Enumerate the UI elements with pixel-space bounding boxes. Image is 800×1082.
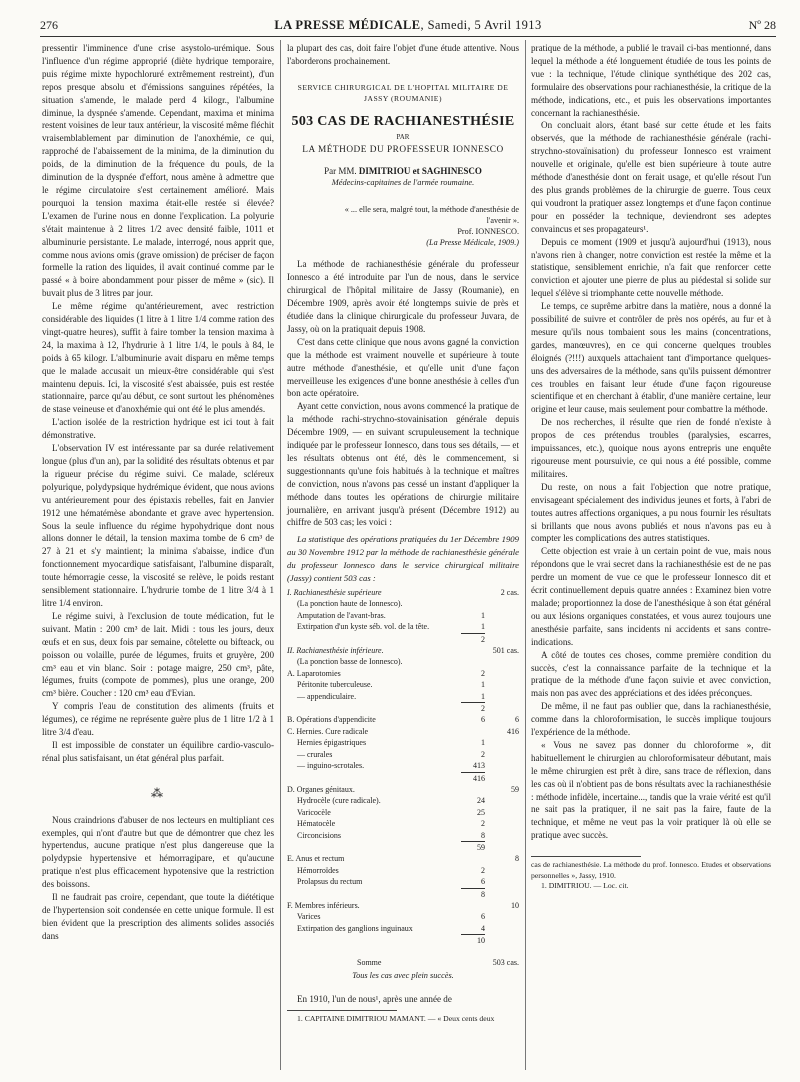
statistics-subcount: 6 bbox=[461, 876, 485, 888]
statistics-row bbox=[287, 633, 519, 645]
statistics-label: Hématocèle bbox=[297, 819, 336, 829]
statistics-subcount: 6 bbox=[481, 715, 485, 725]
column-separator bbox=[525, 40, 526, 1070]
statistics-row bbox=[287, 645, 519, 656]
page-header bbox=[40, 16, 776, 37]
paragraph: Le régime suivi, à l'exclusion de toute médication, fut le suivant. Matin : 200 cm³ de lait. Midi : tous les jours, deux œufs et en sus, deux fois par semaine, côtelette ou bifteack, ou poisson ou volaille, purée de légumes, fruits et gruyère, 200 cm³ eau et vin blanc. Soir : potage maigre, 250 cm³, pâte, légumes, fruits (compote de pommes), plus une orange, 200 cm³ bière. Coucher : 120 cm³ eau d'Evian. bbox=[42, 610, 274, 699]
paragraph: L'action isolée de la restriction hydrique est ici tout à fait démonstrative. bbox=[42, 417, 274, 441]
total-label: Somme bbox=[357, 957, 382, 967]
statistics-count bbox=[485, 703, 519, 715]
statistics-label: Hydrocèle (cure radicale). bbox=[297, 796, 381, 806]
article-title-par: PAR bbox=[396, 132, 410, 141]
paragraph: Y compris l'eau de constitution des aliments (fruits et légumes), ce régime ne représente guère plus de 1 litre 1/2 à 1 litre 3/4 d'eau. bbox=[42, 701, 274, 738]
statistics-label bbox=[287, 888, 461, 900]
footnote: 1. DIMITRIOU. — Loc. cit. bbox=[541, 881, 629, 891]
statistics-subcount bbox=[461, 587, 485, 598]
statistics-subcount: 1 bbox=[481, 610, 485, 620]
statistics-label: Hémorroïdes bbox=[297, 865, 339, 875]
statistics-total bbox=[287, 957, 519, 968]
footnote-rule bbox=[287, 1010, 397, 1011]
statistics-subcount: 1 bbox=[461, 691, 485, 703]
statistics-table bbox=[287, 587, 519, 947]
statistics-label: Prolapsus du rectum bbox=[297, 877, 363, 887]
statistics-row bbox=[287, 749, 519, 760]
statistics-subcount: 2 bbox=[481, 749, 485, 759]
statistics-row bbox=[287, 853, 519, 864]
statistics-subcount: 8 bbox=[481, 889, 485, 899]
statistics-count bbox=[485, 911, 519, 922]
statistics-row bbox=[287, 784, 519, 795]
statistics-count bbox=[485, 830, 519, 842]
statistics-count: 8 bbox=[515, 854, 519, 864]
paragraph: pressentir l'imminence d'une crise asystolo-urémique. Sous l'influence d'un régime approprié (diète hydrique temporaire, puis régime mixte hypochloruré extrêmement restreint), d'un repos presque absolu et d'émissions sanguines répétées, la situation s'amende, le malade perd 4 kilogr., l'albumine diminue, la dyspnée s'amende. Cependant, maxima et minima restent voisines de leur taux antérieur, la viscosité même fléchit vraisemblablement par diminution de l'anoxhémie, ce qui, rapproché de l'abaissement de la minima, de la diminution du poids, de la diminution de la fréquence du pouls, de la diminution de la dyspnée d'effort, nous amène à admettre que le régime circulatoire s'est certainement amélioré. Mais pourquoi la tension maxima était-elle restée si élevée? L'examen de l'urine nous en donne l'explication. La polyurie s'était maintenue à 2 litres 1/2 avec densité faible, 1011 et albuminurie persistante. Le malade, interrogé, nous apprit que, comme nous avions omis (grave omission) de préciser de façon formelle la ration des liquides, il avait continué comme par le passé « à boire abondamment pour pisser de même » (sic). Il buvait plus de 3 litres par jour. bbox=[42, 43, 274, 299]
issue-number: Nº 28 bbox=[748, 18, 776, 32]
paragraph: Nous craindrions d'abuser de nos lecteurs en multipliant ces exemples, qui n'ont d'autre but que de démontrer que chez les hypertendus, aucune pratique n'est plus dangereuse que la polydypsie hypertensive et hémorragipare, et qu'aucune pratique n'est plus efficacement hypotensive que la restriction des boissons. bbox=[42, 814, 274, 890]
statistics-label: Hernies épigastriques bbox=[297, 738, 367, 748]
statistics-subcount: 2 bbox=[481, 704, 485, 714]
statistics-count bbox=[485, 668, 519, 679]
statistics-subcount: 1 bbox=[481, 738, 485, 748]
statistics-row bbox=[287, 691, 519, 703]
paragraph: En 1910, l'un de nous¹, après une année de bbox=[297, 993, 452, 1004]
statistics-row bbox=[287, 679, 519, 690]
paragraph: pratique de la méthode, a publié le travail ci-bas mentionné, dans lequel la méthode a été longuement étudiée de tous les points de vue : la technique, l'étude clinique synthétique des 202 cas, formulaire des observations pour rachianesthésie, la critique de la méthode, indications, etc., et puis les observations importantes concernant la rachianesthésie. bbox=[531, 43, 771, 118]
authors-names: DIMITRIOU et SAGHINESCO bbox=[358, 165, 482, 176]
paragraph: C'est dans cette clinique que nous avons gagné la conviction que la méthode est vraiment nouvelle et supérieure à toute autre méthode d'anesthésie, et qu'elle unit d'une façon merveilleuse les exigences d'une bonne anesthésie à celles d'un bon acte opératoire. bbox=[287, 336, 519, 399]
statistics-row bbox=[287, 900, 519, 911]
statistics-row bbox=[287, 830, 519, 842]
statistics-label: Amputation de l'avant-bras. bbox=[297, 610, 386, 620]
statistics-row bbox=[287, 610, 519, 621]
statistics-label: B. Opérations d'appendicite bbox=[287, 715, 376, 725]
column-1 bbox=[42, 42, 274, 943]
statistics-row bbox=[287, 841, 519, 853]
statistics-row bbox=[287, 760, 519, 772]
statistics-subcount bbox=[461, 598, 485, 609]
statistics-label: (La ponction haute de Ionnesco). bbox=[297, 599, 403, 609]
column-separator bbox=[280, 40, 281, 1070]
statistics-count bbox=[485, 888, 519, 900]
paragraph: On concluait alors, étant basé sur cette étude et les faits observés, que la méthode de rachianesthésie générale (rachi-strychno-stovaïnisation) du professeur Ionnesco est vraiment nouvelle et originale, qu'elle est bien supérieure à toute autre méthode d'anesthésie dont on ferait usage, et qu'elle résout l'un des plus grands problèmes de la chirurgie de guerre. Tous ceux qui voudront la pratiquer assez longtemps et d'une façon continue pour en posséder la technique, deviendront ses adeptes convaincus et ses propagateurs¹. bbox=[531, 120, 771, 234]
statistics-row bbox=[287, 795, 519, 806]
service-heading: SERVICE CHIRURGICAL DE L'HOPITAL MILITAIRE DE JASSY (ROUMANIE) bbox=[297, 82, 509, 103]
statistics-row bbox=[287, 865, 519, 876]
paragraph: L'observation IV est intéressante par sa durée relativement longue (plus d'un an), par la solidité des résultats obtenus et par la rigueur précise du régime suivi. Ce malade, scléreux polyurique, polydypsique hydrémique évident, que nous avions vu antérieurement pour des épistaxis rebelles, fait en Janvier 1912 une hématémèse abondante et grave avec hypertension. Sous la seule influence du régime hypohydrique dont nous allons donner le détail, la tension maxima tombe de 6 cm³ de 27 à 21 et s'y maintient; la minima s'abaisse, indice d'un fonctionnement myocardique satisfaisant, l'albumine disparaît, toute hémorragie cesse, la viscosité se relève, le poids restant sensiblement stationnaire. L'hydrurie tombe de 1 litre 3/4 à 1 litre 1/4 environ. bbox=[42, 443, 274, 608]
statistics-label: (La ponction basse de Ionnesco). bbox=[297, 657, 403, 667]
statistics-label: — inguino-scrotales. bbox=[297, 761, 365, 771]
column-2 bbox=[287, 42, 519, 1024]
statistics-count: 2 cas. bbox=[500, 588, 519, 597]
paragraph: Le même régime qu'antérieurement, avec restriction considérable des liquides (1 litre à 1 litre 1/4 comme ration des vingt-quatre heures), suffit à faire tomber la tension maxima à 24, la maxima à 12, l'hydrurie à 1 litre 1/4, le pouls à 84, le poids à 65 kilogr. L'albuminurie avait disparu en même temps que le malade accusait un mieux-être considérable qui s'est maintenu depuis. Ici, la viscosité s'est abaissée, puis est restée stationnaire, parce qu'au début, ce sont surtout les phénomènes de stase veineuse et d'anoxhémie qui ont été le plus amendés. bbox=[42, 301, 274, 415]
statistics-row bbox=[287, 911, 519, 922]
section-stars: ⁂ bbox=[151, 785, 165, 800]
paragraph: la plupart des cas, doit faire l'objet d'une étude attentive. Nous l'aborderons prochainement. bbox=[287, 43, 519, 66]
statistics-note: Tous les cas avec plein succès. bbox=[352, 971, 454, 980]
statistics-row bbox=[287, 818, 519, 829]
article-title: 503 CAS DE RACHIANESTHÉSIE bbox=[291, 113, 515, 129]
statistics-row bbox=[287, 587, 519, 598]
statistics-label: Circoncisions bbox=[297, 830, 341, 840]
paragraph: Le temps, ce suprême arbitre dans la matière, nous a donné la possibilité de suivre et contrôler de près nos opérés, au fur et à mesure qu'ils nous tombaient sous les mains (concentrations, gardes, manœuvres), en ce qui concerne quelques troubles éloignés (?!!!) auxquels attachaient tant d'importance quelques-uns des adversaires de la méthode, sans qu'ils puissent démontrer ces troubles en faisant leur étude d'une façon rigoureuse scientifique et en cherchant à établir, d'une manière certaine, leur origine et leur cause, mais seulement pour combattre la méthode. bbox=[531, 301, 771, 415]
statistics-count bbox=[485, 841, 519, 853]
footnote-rule bbox=[531, 856, 641, 857]
authors-affiliation: Médecins-capitaines de l'armée roumaine. bbox=[331, 178, 475, 188]
epigraph bbox=[327, 204, 519, 248]
paragraph: Depuis ce moment (1909 et jusqu'à aujourd'hui (1913), nous n'avons rien à changer, notre conviction est restée la même et la statistique, sensiblement enrichie, n'a fait que renforcer cette conviction et ajouter une pierre de plus au piédestal si solide sur lequel s'élève si triomphante cette nouvelle méthode. bbox=[531, 236, 771, 299]
statistics-subcount: 2 bbox=[481, 865, 485, 875]
statistics-label bbox=[287, 841, 461, 853]
statistics-count bbox=[485, 807, 519, 818]
paragraph: De même, il ne faut pas oublier que, dans la rachianesthésie, comme dans la chloroformisation, le succès implique toujours l'expérience de la méthode. bbox=[531, 701, 771, 738]
statistics-count bbox=[485, 818, 519, 829]
statistics-subcount: 24 bbox=[477, 796, 485, 806]
paragraph: « Vous ne savez pas donner du chloroforme », dit habituellement le chirurgien au chloroformisateur débutant, mais le même chirurgien est prêt à dire, sans trace de réflexion, dans les cas où il n'obtient pas de bons résultats avec la rachianesthésie : méthode infidèle, incertaine..., tandis que la vraie vérité est qu'il ne sait pas la pratiquer, il ne sait pas la faire, faute de la technique, et même ne veut pas la voir pratiquer là où elle se pratique avec succès. bbox=[531, 739, 771, 841]
statistics-subcount: 6 bbox=[481, 912, 485, 922]
article-subtitle: LA MÉTHODE DU PROFESSEUR IONNESCO bbox=[302, 144, 504, 155]
statistics-count bbox=[485, 772, 519, 784]
statistics-label: — crurales bbox=[297, 749, 333, 759]
statistics-label: Varices bbox=[297, 912, 321, 922]
epigraph-quote: « ... elle sera, malgré tout, la méthode d'anesthésie de l'avenir ». bbox=[344, 205, 519, 226]
page-number: 276 bbox=[40, 18, 58, 32]
paragraph: A côté de toutes ces choses, comme première condition du succès, c'est la connaissance parfaite de la technique et la pratique de la méthode d'une façon suivie et avec conviction, mais non pas avec des appréciations et des idées préconçues. bbox=[531, 649, 771, 699]
statistics-count: 59 bbox=[511, 784, 519, 794]
statistics-count bbox=[485, 923, 519, 935]
statistics-label bbox=[287, 703, 461, 715]
statistics-label bbox=[287, 633, 461, 645]
epigraph-author: Prof. IONNESCO. bbox=[457, 227, 519, 237]
statistics-row bbox=[287, 726, 519, 737]
statistics-label: I. Rachianesthésie supérieure bbox=[287, 588, 382, 597]
statistics-label bbox=[287, 772, 461, 784]
statistics-count bbox=[485, 621, 519, 633]
paragraph: Il est impossible de constater un équilibre cardio-vasculo-rénal plus satisfaisant, un état général plus parfait. bbox=[42, 739, 274, 763]
paragraph: Ayant cette conviction, nous avons commencé la pratique de la méthode rachi-strychno-stovainisation générale depuis Décembre 1909, — en suivant scrupuleusement la technique indiquée par le professeur Ionnesco, dans tous ses détails, — et les résultats obtenus ont été, dès le commencement, si suggestionnants qu'une fois habitués à la technique et maîtres de conviction, nous n'avons pas cessé un instant d'appliquer la méthode dans toutes les opérations de chirurgie militaire journalière, en arrivant jusqu'à présent (Décembre 1912) au chiffre de 503 cas; les voici : bbox=[287, 401, 519, 528]
statistics-count bbox=[485, 633, 519, 645]
statistics-row bbox=[287, 935, 519, 947]
statistics-subcount: 59 bbox=[477, 842, 485, 852]
statistics-count: 416 bbox=[507, 726, 519, 736]
statistics-subcount: 4 bbox=[461, 923, 485, 935]
footnote: 1. CAPITAINE DIMITRIOU MAMANT. — « Deux cents deux bbox=[297, 1013, 495, 1023]
statistics-subcount bbox=[461, 784, 485, 795]
statistics-count bbox=[485, 795, 519, 806]
total-value: 503 cas. bbox=[492, 957, 519, 967]
paragraph: Il ne faudrait pas croire, cependant, que toute la diététique de l'hypertension soit condensée en cette unique formule. Il est bien évident que la prescription des aliments solides associés dans bbox=[42, 892, 274, 941]
statistics-count bbox=[485, 749, 519, 760]
statistics-label: Extirpation d'un kyste séb. vol. de la tête. bbox=[297, 622, 430, 632]
statistics-count bbox=[485, 876, 519, 888]
statistics-subcount: 1 bbox=[481, 680, 485, 690]
statistics-count: 10 bbox=[511, 900, 519, 910]
statistics-row bbox=[287, 923, 519, 935]
statistics-count: 6 bbox=[515, 715, 519, 725]
statistics-subcount bbox=[461, 853, 485, 864]
statistics-count bbox=[485, 598, 519, 609]
statistics-row bbox=[287, 807, 519, 818]
issue-date: , Samedi, 5 Avril 1913 bbox=[420, 18, 542, 32]
paragraph: Du reste, on nous a fait l'objection que notre pratique, envisageant spécialement des individus jeunes et forts, à l'abri de toutes autres affections organiques, a pu nous fournir les résultats si brillants que nous avons publiés et nous n'avons pas eu à compter les complications des autres statistiques. bbox=[531, 481, 771, 544]
statistics-subcount: 2 bbox=[481, 634, 485, 644]
statistics-label bbox=[287, 935, 461, 947]
statistics-subcount: 2 bbox=[481, 668, 485, 678]
statistics-subcount: 8 bbox=[461, 830, 485, 842]
statistics-count bbox=[485, 737, 519, 748]
statistics-label: II. Rachianesthésie inférieure. bbox=[287, 646, 384, 656]
journal-title-line bbox=[40, 18, 776, 33]
statistics-row bbox=[287, 668, 519, 679]
paragraph: De nos recherches, il résulte que rien de fondé n'existe à propos de ces prétendus troubles (paralysies, escarres, impuissances, etc.), quoique nous ayons entrepris une enquête rigoureuse ment poursuivie, ce qui nous a été possible, comme militaires. bbox=[531, 417, 771, 479]
footnote: cas de rachianesthésie. La méthode du prof. Ionnesco. Etudes et observations personnelles », Jassy, 1910. bbox=[531, 860, 771, 880]
statistics-label: Péritonite tuberculeuse. bbox=[297, 680, 373, 690]
statistics-count bbox=[485, 656, 519, 667]
statistics-count bbox=[485, 610, 519, 621]
statistics-subcount bbox=[461, 726, 485, 737]
statistics-label: Extirpation des ganglions inguinaux bbox=[297, 923, 413, 933]
statistics-count bbox=[485, 691, 519, 703]
statistics-count bbox=[485, 935, 519, 947]
epigraph-source: (La Presse Médicale, 1909.) bbox=[426, 238, 519, 248]
statistics-label: A. Laparotomies bbox=[287, 668, 341, 678]
statistics-subcount: 10 bbox=[477, 936, 485, 946]
statistics-label: D. Organes génitaux. bbox=[287, 784, 355, 794]
statistics-row bbox=[287, 703, 519, 715]
statistics-label: F. Membres inférieurs. bbox=[287, 900, 360, 910]
statistics-subcount: 25 bbox=[477, 807, 485, 817]
statistics-subcount: 413 bbox=[461, 760, 485, 772]
statistics-subcount bbox=[461, 645, 485, 656]
authors-prefix: Par MM. bbox=[324, 165, 357, 176]
statistics-subcount: 2 bbox=[481, 819, 485, 829]
paragraph: La méthode de rachianesthésie générale du professeur Ionnesco a été introduite par l'un de nous, dans le service chirurgical de l'hôpital militaire de Jassy (Roumanie), en Décembre 1909, après avoir été longtemps suivie de près et étudiée dans la clinique chirurgicale du professeur Juvara, de Jassy, où on la pratiquait depuis 1908. bbox=[287, 259, 519, 334]
statistics-label: Varicocèle bbox=[297, 807, 331, 817]
article-authors bbox=[287, 165, 519, 178]
statistics-row bbox=[287, 876, 519, 888]
statistics-count bbox=[485, 760, 519, 772]
statistics-subcount bbox=[461, 900, 485, 911]
statistics-label: C. Hernies. Cure radicale bbox=[287, 726, 369, 736]
statistics-intro: La statistique des opérations pratiquées du 1er Décembre 1909 au 30 Novembre 1912 par la méthode de rachianesthésie générale du professeur Ionnesco dans le service chirurgical militaire (Jassy) contient 503 cas : bbox=[287, 534, 519, 584]
paragraph: Cette objection est vraie à un certain point de vue, mais nous répondons que le vrai secret dans la rachianesthésie est de ne pas perdre un moment de vue ce que le professeur Ionnesco dit et écrit continuellement depuis quatre années : Examinez bien votre malade; proportionnez la dose de l'anesthésique à son état général ou aux lésions organiques constatées, et vous aurez toujours une anesthésie parfaite, sans incidents ni accidents et sans contre-indications. bbox=[531, 546, 771, 647]
statistics-row bbox=[287, 621, 519, 633]
statistics-subcount: 1 bbox=[461, 621, 485, 633]
column-3 bbox=[531, 42, 771, 892]
journal-title: LA PRESSE MÉDICALE bbox=[274, 18, 421, 32]
statistics-count bbox=[485, 679, 519, 690]
statistics-row bbox=[287, 737, 519, 748]
statistics-row bbox=[287, 598, 519, 609]
statistics-row bbox=[287, 888, 519, 900]
statistics-subcount: 416 bbox=[473, 773, 485, 783]
statistics-count: 501 cas. bbox=[492, 646, 519, 656]
statistics-subcount bbox=[461, 656, 485, 667]
statistics-row bbox=[287, 772, 519, 784]
statistics-row bbox=[287, 714, 519, 725]
statistics-label: E. Anus et rectum bbox=[287, 854, 345, 864]
statistics-label: — appendiculaire. bbox=[297, 691, 357, 701]
statistics-count bbox=[485, 865, 519, 876]
statistics-row bbox=[287, 656, 519, 667]
